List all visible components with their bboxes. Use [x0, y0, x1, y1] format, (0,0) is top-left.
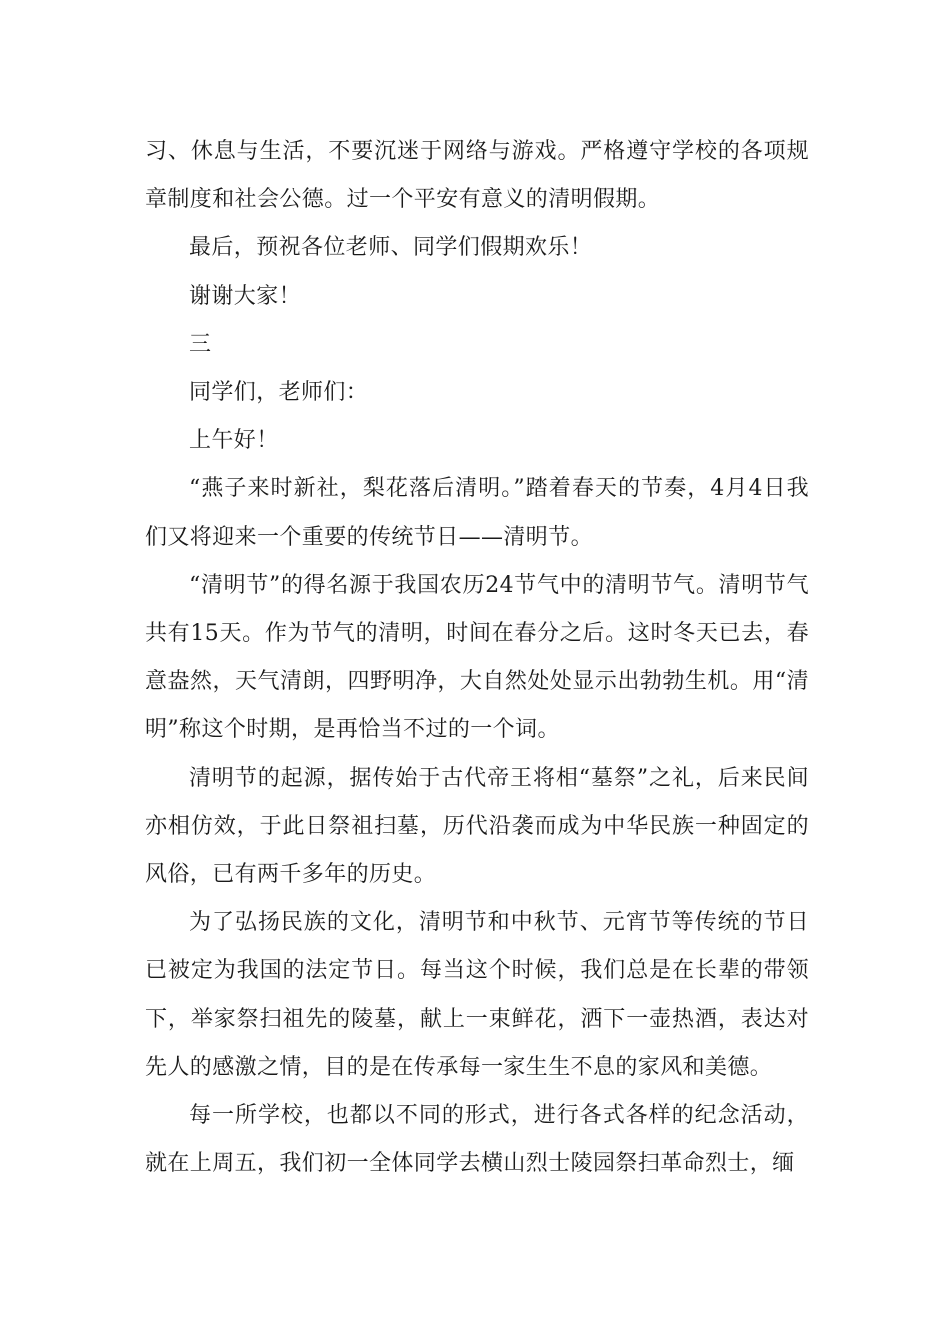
paragraph-greeting: 上午好！	[189, 428, 279, 454]
document-body	[145, 128, 809, 1188]
paragraph-salutation: 同学们，老师们：	[189, 380, 369, 406]
paragraph-name-origin: “清明节”的得名源于我国农历24节气中的清明节气。清明节气共有15天。作为节气的清明，时间在春分之后。这时冬天已去，春意盎然，天气清朗，四野明净，大自然处处显示出勃勃生机。用“清明”称这个时期，是再恰当不过的一个词。	[145, 572, 809, 743]
paragraph-closing-wish: 最后，预祝各位老师、同学们假期欢乐！	[189, 235, 593, 261]
paragraph-thanks: 谢谢大家！	[189, 283, 302, 309]
section-number: 三	[189, 331, 212, 357]
paragraph-school-activity: 每一所学校，也都以不同的形式，进行各式各样的纪念活动，就在上周五，我们初一全体同学去横山烈士陵园祭扫革命烈士，缅	[145, 1103, 809, 1177]
paragraph-continuation: 习、休息与生活，不要沉迷于网络与游戏。严格遵守学校的各项规章制度和社会公德。过一个平安有意义的清明假期。	[145, 139, 809, 213]
paragraph-intro: “燕子来时新社，梨花落后清明。”踏着春天的节奏，4月4日我们又将迎来一个重要的传统节日——清明节。	[145, 476, 809, 550]
paragraph-festival-origin: 清明节的起源，据传始于古代帝王将相“墓祭”之礼，后来民间亦相仿效，于此日祭祖扫墓，历代沿袭而成为中华民族一种固定的风俗，已有两千多年的历史。	[145, 765, 809, 888]
paragraph-culture: 为了弘扬民族的文化，清明节和中秋节、元宵节等传统的节日已被定为我国的法定节日。每当这个时候，我们总是在长辈的带领下，举家祭扫祖先的陵墓，献上一束鲜花，洒下一壶热酒，表达对先人的感激之情，目的是在传承每一家生生不息的家风和美德。	[145, 910, 809, 1080]
